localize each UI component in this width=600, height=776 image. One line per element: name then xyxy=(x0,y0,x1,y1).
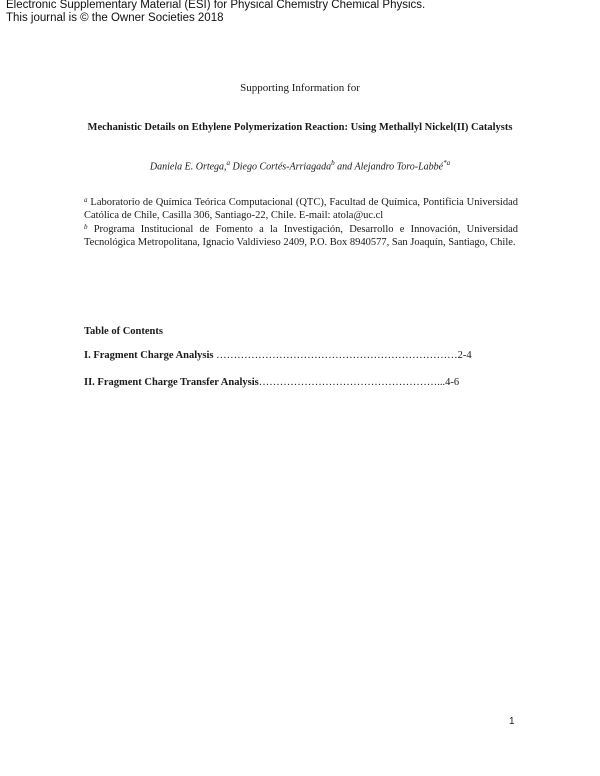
author-2-mark: b xyxy=(331,159,335,167)
toc-entry-label: I. Fragment Charge Analysis xyxy=(84,350,214,361)
toc-entry-pages: 4-6 xyxy=(445,377,460,388)
author-2: Diego Cortés-Arriagada xyxy=(230,161,332,173)
author-3: and Alejandro Toro-Labbé xyxy=(334,161,444,173)
affiliation-a xyxy=(84,196,518,223)
author-3-mark: *a xyxy=(443,159,451,167)
toc-entry-leader: ……………………………………………... xyxy=(258,377,446,388)
supporting-info-label: Supporting Information for xyxy=(240,82,360,94)
toc-entry-leader: …………………………………………………………… xyxy=(213,350,458,361)
paper-title: Mechanistic Details on Ethylene Polymerization Reaction: Using Methallyl Nickel(II) Catalysts xyxy=(87,122,513,133)
author-1: Daniela E. Ortega, xyxy=(149,161,227,173)
esi-header-line1: Electronic Supplementary Material (ESI) for Physical Chemistry Chemical Physics. xyxy=(6,0,426,11)
toc-entry xyxy=(84,377,518,388)
affiliation-b-text: Programa Institucional de Fomento a la Investigación, Desarrollo e Innovación, Universidad Tecnológica Metropolitana, Ignacio Valdivieso 2409, P.O. Box 8940577, San Joaquín, Santiago, Chile. xyxy=(84,223,518,248)
author-list xyxy=(0,159,600,172)
toc-entry-label: II. Fragment Charge Transfer Analysis xyxy=(84,377,259,388)
esi-header-line2: This journal is © the Owner Societies 2018 xyxy=(6,11,224,24)
toc-heading: Table of Contents xyxy=(84,326,163,337)
affiliation-b xyxy=(84,223,518,250)
affiliations xyxy=(84,196,518,249)
affiliation-b-mark: b xyxy=(84,222,88,231)
affiliation-a-text: Laboratorio de Química Teórica Computacional (QTC), Facultad de Química, Pontificia Universidad Católica de Chile, Casilla 306, Santiago-22, Chile. E-mail: atola@uc.cl xyxy=(84,197,518,222)
author-1-mark: a xyxy=(226,159,231,167)
toc-entry xyxy=(84,350,518,361)
esi-header xyxy=(6,0,425,24)
page-number: 1 xyxy=(509,716,515,727)
affiliation-a-mark: a xyxy=(84,196,88,204)
toc-entry-pages: 2-4 xyxy=(457,350,472,361)
